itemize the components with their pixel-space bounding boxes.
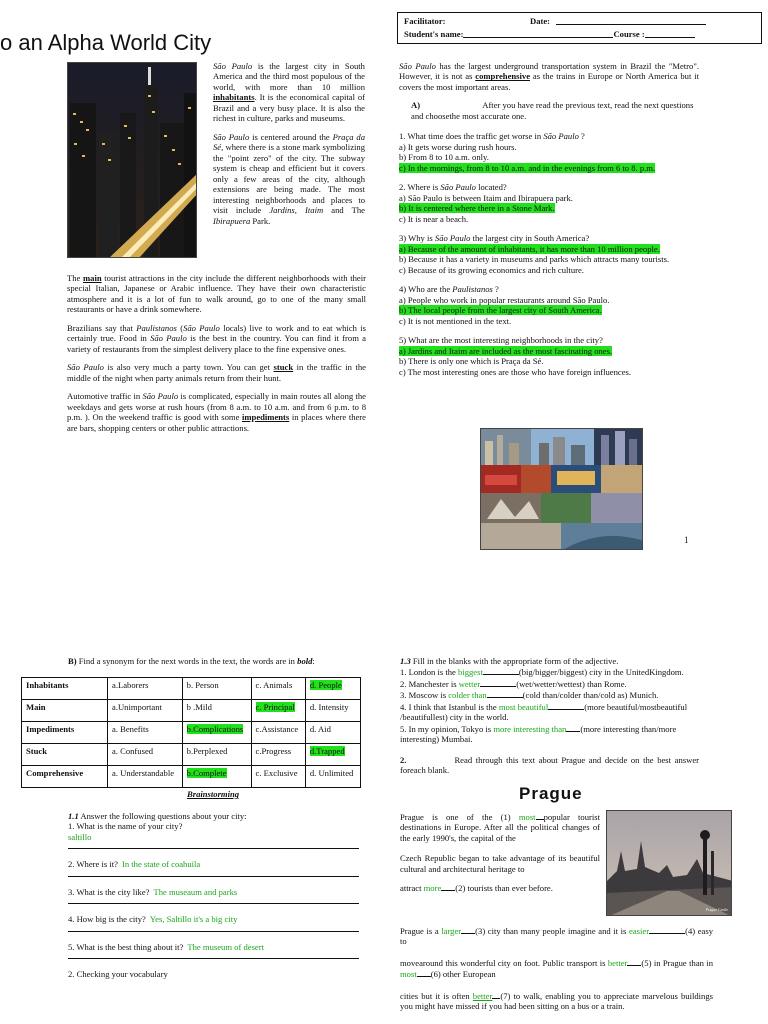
student-name-label: Student's name: bbox=[404, 29, 464, 40]
city-questions-header: 1.1 Answer the following questions about your city: bbox=[68, 811, 247, 821]
synonym-option[interactable]: a. Benefits bbox=[108, 722, 183, 744]
synonym-option[interactable]: a. Confused bbox=[108, 744, 183, 766]
synonym-row bbox=[22, 722, 361, 744]
prague-paragraph-4: Prague is a larger (3) city than many people imagine and it is easier (4) easy to bbox=[400, 926, 713, 947]
answer-option[interactable]: c) The most interesting ones are those who have foreign influences. bbox=[399, 366, 632, 377]
question-block bbox=[399, 284, 699, 326]
synonym-option[interactable]: d. Unlimited bbox=[305, 766, 360, 788]
prague-paragraph-6: cities but it is often better (7) to walk, enabling you to appreciate marvelous buildings you might have missed if you had been sitting on a bus or a train. bbox=[400, 990, 713, 1012]
question-text: 2. Where is São Paulo located? bbox=[399, 182, 507, 193]
multiple-choice-questions bbox=[399, 131, 699, 377]
question-block bbox=[399, 131, 699, 173]
checking-vocabulary-heading: 2. Checking your vocabulary bbox=[68, 969, 168, 980]
answer-option[interactable]: c) Because of its growing economics and rich culture. bbox=[399, 264, 584, 275]
blank-6[interactable] bbox=[417, 968, 431, 977]
adjective-item: 4. I think that Istanbul is the most beautiful (more beautiful/mostbeautiful /beautifullest) city in the world. bbox=[400, 701, 688, 723]
synonym-table bbox=[21, 677, 361, 788]
synonym-word: Comprehensive bbox=[22, 766, 108, 788]
city-question: 1. What is the name of your city? saltillo bbox=[68, 821, 359, 849]
city-question: 2. Where is it? In the state of coahuila bbox=[68, 859, 359, 876]
synonym-option[interactable]: b.Complete bbox=[182, 766, 251, 788]
city-answer[interactable]: Yes, Saltillo it's a big city bbox=[149, 914, 238, 925]
adjective-item: 1. London is the biggest (big/bigger/biggest) city in the UnitedKingdom. bbox=[400, 667, 684, 678]
question-block bbox=[399, 182, 699, 224]
synonym-word: Stuck bbox=[22, 744, 108, 766]
adjective-answer[interactable]: most beautiful bbox=[498, 701, 549, 712]
synonym-option[interactable]: a. Understandable bbox=[108, 766, 183, 788]
question-block bbox=[399, 335, 699, 377]
city-questions bbox=[68, 821, 359, 959]
adjective-answer[interactable]: biggest bbox=[458, 667, 483, 678]
adjective-blank[interactable] bbox=[548, 701, 584, 710]
adjective-item: 3. Moscow is colder than (cold than/colder than/cold as) Munich. bbox=[400, 690, 659, 701]
city-answer[interactable]: The museaum and parks bbox=[153, 886, 238, 897]
synonym-option[interactable]: d. Aid bbox=[305, 722, 360, 744]
adjective-answer[interactable]: colder than bbox=[448, 690, 487, 701]
synonym-option[interactable]: c. Exclusive bbox=[251, 766, 305, 788]
synonym-option[interactable]: c. Animals bbox=[251, 678, 305, 700]
sp-paragraph-4: Brazilians say that Paulistanos (São Paulo locals) live to work and to eat which is certainly true. Food in São Paulo is the best in the country. You can find it from a variety of restaurants from the simplest delivery place to the fine expensive ones. bbox=[67, 322, 366, 354]
brainstorming-heading: Brainstorming bbox=[187, 789, 240, 799]
synonym-row bbox=[22, 766, 361, 788]
sp-paragraph-1: São Paulo is the largest city in South America and the third most populous of the world, with more than 10 million inhabitants. It is the economical capital of Brazil and a very busy place. It is also the richest in culture, parks and museums. bbox=[213, 61, 365, 124]
answer-option[interactable]: b) The local people from the largest city of South America. bbox=[399, 305, 602, 316]
blank-2[interactable] bbox=[441, 882, 455, 891]
blank-3[interactable] bbox=[461, 925, 475, 934]
city-question: 5. What is the best thing about it? The museum of desert bbox=[68, 942, 359, 959]
synonym-option[interactable]: b. Person bbox=[182, 678, 251, 700]
prague-heading: Prague bbox=[519, 784, 583, 803]
page-title: o an Alpha World City bbox=[0, 30, 212, 55]
synonym-option[interactable]: b .Mild bbox=[182, 700, 251, 722]
answer-option[interactable]: c) It is near a beach. bbox=[399, 213, 469, 224]
answer-option[interactable]: b) There is only one which is Praça da Sé. bbox=[399, 356, 544, 367]
adjective-blank[interactable] bbox=[566, 723, 580, 732]
answer-option[interactable]: a) Jardins and Itaim are included as the most fascinating ones. bbox=[399, 345, 613, 356]
answer-line bbox=[68, 876, 359, 877]
adjective-blank[interactable] bbox=[483, 666, 519, 675]
synonym-word: Inhabitants bbox=[22, 678, 108, 700]
answer-option[interactable]: a) It gets worse during rush hours. bbox=[399, 141, 517, 152]
sao-paulo-collage bbox=[480, 428, 643, 550]
sp-paragraph-5: São Paulo is also very much a party town. You can get stuck in the traffic in the middle of the night when party animals return from their hunt. bbox=[67, 362, 366, 383]
synonym-word: Main bbox=[22, 700, 108, 722]
student-header-box bbox=[397, 12, 762, 44]
synonym-option[interactable]: d. People bbox=[305, 678, 360, 700]
synonym-row bbox=[22, 744, 361, 766]
question-text: 1. What time does the traffic get worse in São Paulo ? bbox=[399, 131, 585, 142]
blank-1[interactable] bbox=[536, 811, 544, 820]
question-text: 5) What are the most interesting neighborhoods in the city? bbox=[399, 335, 603, 346]
sp-paragraph-3: The main tourist attractions in the city include the different neighborhoods with their special Italian, Japanese or Arabic influence. They have their own characteristic atmosphere and it is a lot of fun to walk around, go to one of the many small restaurants or have a drink somewhere. bbox=[67, 273, 366, 315]
sao-paulo-night-photo bbox=[67, 62, 197, 258]
synonym-word: Impediments bbox=[22, 722, 108, 744]
answer-line bbox=[68, 931, 359, 932]
synonym-instruction: B) Find a synonym for the next words in the text, the words are in bold: bbox=[68, 656, 315, 666]
date-field[interactable] bbox=[556, 16, 706, 25]
answer-option[interactable]: c) It is not mentioned in the text. bbox=[399, 315, 512, 326]
synonym-option[interactable]: c.Assistance bbox=[251, 722, 305, 744]
adjective-answer[interactable]: more interesting than bbox=[493, 723, 567, 734]
facilitator-label: Facilitator: bbox=[404, 16, 446, 26]
page-number: 1 bbox=[684, 535, 689, 545]
adjective-blank[interactable] bbox=[480, 678, 516, 687]
city-question: 3. What is the city like? The museaum and parks bbox=[68, 887, 359, 904]
question-block bbox=[399, 233, 699, 275]
answer-option[interactable]: b) It is centered where there in a Stone Mark. bbox=[399, 203, 555, 214]
metro-paragraph: São Paulo has the largest underground transportation system in Brazil the "Metro". However, it is not as comprehensive as the trains in Europe or North America but it covers the most important areas. bbox=[399, 61, 699, 92]
synonym-option[interactable]: b.Perplexed bbox=[182, 744, 251, 766]
answer-option[interactable]: a) São Paulo is between Itaim and Ibirapuera park. bbox=[399, 192, 573, 203]
course-field[interactable] bbox=[645, 29, 695, 38]
blank-4[interactable] bbox=[649, 925, 685, 934]
adjective-answer[interactable]: wetter bbox=[458, 678, 481, 689]
synonym-row bbox=[22, 678, 361, 700]
adjective-item: 5. In my opinion, Tokyo is more interesting than (more interesting than/more interesting) Mumbai. bbox=[400, 723, 677, 745]
adjective-item: 2. Manchester is wetter (wet/wetter/wettest) than Rome. bbox=[400, 678, 627, 689]
adjective-exercise bbox=[400, 666, 699, 744]
date-label: Date: bbox=[530, 16, 551, 26]
synonym-option[interactable]: c. Principal bbox=[251, 700, 305, 722]
synonym-option[interactable]: d. Intensity bbox=[305, 700, 360, 722]
answer-line bbox=[68, 848, 359, 849]
synonym-option[interactable]: b.Complications bbox=[182, 722, 251, 744]
student-name-field[interactable] bbox=[463, 29, 613, 38]
synonym-option[interactable]: a.Unimportant bbox=[108, 700, 183, 722]
city-answer[interactable]: In the state of coahuila bbox=[121, 859, 201, 870]
blank-5[interactable] bbox=[627, 957, 641, 966]
adjective-blank[interactable] bbox=[487, 689, 523, 698]
prague-task: 2. Read through this text about Prague and decide on the best answer foreach blank. bbox=[400, 754, 699, 776]
prague-photo-caption: Prague Castle bbox=[705, 907, 728, 913]
synonym-option[interactable]: c.Progress bbox=[251, 744, 305, 766]
sp-paragraph-2: São Paulo is centered around the Praça da Sé, where there is a stone mark symbolizing the "point zero" of the city. The subway system is cheap and efficient but it covers only a few areas of the city, although extensions are being made. The most interesting neighborhoods and places to visit include Jardins, Itaim and The Ibirapuera Park. bbox=[213, 131, 365, 226]
synonym-row bbox=[22, 700, 361, 722]
city-answer[interactable]: The museum of desert bbox=[187, 941, 264, 952]
answer-line bbox=[68, 958, 359, 959]
prague-paragraph-5: movearound this wonderful city on foot. Public transport is better (5) in Prague than in most (6) other European bbox=[400, 957, 713, 980]
section-a-instruction: A) After you have read the previous text, read the next questions and choosethe most accurate one. bbox=[411, 100, 694, 121]
answer-option[interactable]: c) In the mornings, from 8 to 10 a.m. and in the evenings from 6 to 8. p.m. bbox=[399, 162, 656, 173]
synonym-option[interactable]: a.Laborers bbox=[108, 678, 183, 700]
synonym-option[interactable]: d.Trapped bbox=[305, 744, 360, 766]
answer-option[interactable]: a) Because of the amount of inhabitants, it has more than 10 million people. bbox=[399, 243, 660, 254]
answer-option[interactable]: a) People who work in popular restaurants around São Paulo. bbox=[399, 294, 610, 305]
sp-paragraph-6: Automotive traffic in São Paulo is complicated, especially in main routes all along the weekdays and gets worse at rush hours (from 8 a.m. to 10 a.m. and from 6 p.m. to 8 p.m. ). On the weekend traffic is good with some impediments in places where there are bars, shopping centers or other public attractions. bbox=[67, 391, 366, 433]
answer-line bbox=[68, 903, 359, 904]
city-answer[interactable]: saltillo bbox=[68, 831, 92, 842]
city-question: 4. How big is the city? Yes, Saltillo it's a big city bbox=[68, 914, 359, 931]
adjectives-header: 1.3 Fill in the blanks with the appropriate form of the adjective. bbox=[400, 656, 619, 666]
prague-photo bbox=[606, 810, 732, 916]
answer-option[interactable]: b) Because it has a variety in museums and parks which attracts many tourists. bbox=[399, 254, 670, 265]
answer-option[interactable]: b) From 8 to 10 a.m. only. bbox=[399, 152, 489, 163]
question-text: 4) Who are the Paulistanos ? bbox=[399, 284, 499, 295]
question-text: 3) Why is São Paulo the largest city in South America? bbox=[399, 233, 590, 244]
prague-paragraph-2: Czech Republic began to take advantage of its beautiful cultural and architectural heritage to bbox=[400, 853, 600, 874]
course-label: Course : bbox=[613, 29, 645, 40]
prague-paragraph-3: attract more (2) tourists than ever before. bbox=[400, 883, 553, 894]
prague-paragraph-1: Prague is one of the (1) most popular tourist destinations in Europe. After all the political changes of the early 1990's, the capital of the bbox=[400, 812, 600, 843]
